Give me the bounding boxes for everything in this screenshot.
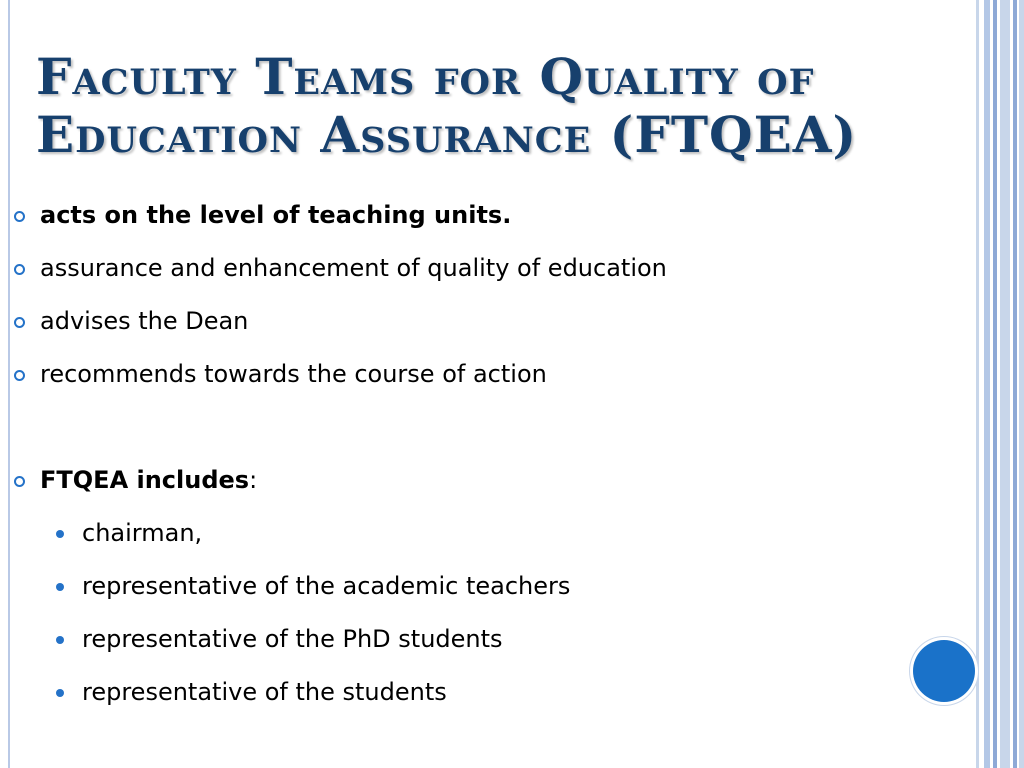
bullet-text: advises the Dean <box>40 307 249 335</box>
dot-bullet-icon <box>56 636 64 644</box>
stripe <box>993 0 997 768</box>
list-spacer <box>0 401 960 454</box>
stripe <box>976 0 979 768</box>
bullet-list <box>0 189 960 719</box>
slide-title <box>36 48 936 164</box>
ring-bullet-icon <box>14 264 25 275</box>
list-item <box>0 348 960 401</box>
bullet-text: recommends towards the course of action <box>40 360 547 388</box>
ring-bullet-icon <box>14 211 25 222</box>
bullet-text: assurance and enhancement of quality of education <box>40 254 667 282</box>
stripe <box>984 0 990 768</box>
decorative-circle <box>913 640 975 702</box>
title-line-2: Education Assurance (FTQEA) <box>36 105 858 164</box>
stripe <box>1013 0 1017 768</box>
list-item <box>0 295 960 348</box>
title-line-1: Faculty Teams for Quality of <box>36 47 815 106</box>
dot-bullet-icon <box>56 530 64 538</box>
bullet-text-colon: : <box>249 466 258 494</box>
sub-list-item <box>0 666 960 719</box>
bullet-text: acts on the level of teaching units. <box>40 201 512 229</box>
sub-list-item <box>0 507 960 560</box>
sub-list-item <box>0 560 960 613</box>
right-decorative-stripes <box>976 0 1024 768</box>
sub-bullet-text: chairman, <box>82 519 203 547</box>
sub-bullet-text: representative of the students <box>82 678 447 706</box>
stripe <box>1000 0 1010 768</box>
sub-bullet-text: representative of the academic teachers <box>82 572 571 600</box>
ring-bullet-icon <box>14 370 25 381</box>
dot-bullet-icon <box>56 689 64 697</box>
stripe <box>1019 0 1024 768</box>
sub-bullet-text: representative of the PhD students <box>82 625 503 653</box>
sub-list-item <box>0 613 960 666</box>
bullet-text-bold: FTQEA includes <box>40 466 250 494</box>
ring-bullet-icon <box>14 317 25 328</box>
list-item <box>0 189 960 242</box>
list-item <box>0 454 960 507</box>
ring-bullet-icon <box>14 476 25 487</box>
list-item <box>0 242 960 295</box>
dot-bullet-icon <box>56 583 64 591</box>
